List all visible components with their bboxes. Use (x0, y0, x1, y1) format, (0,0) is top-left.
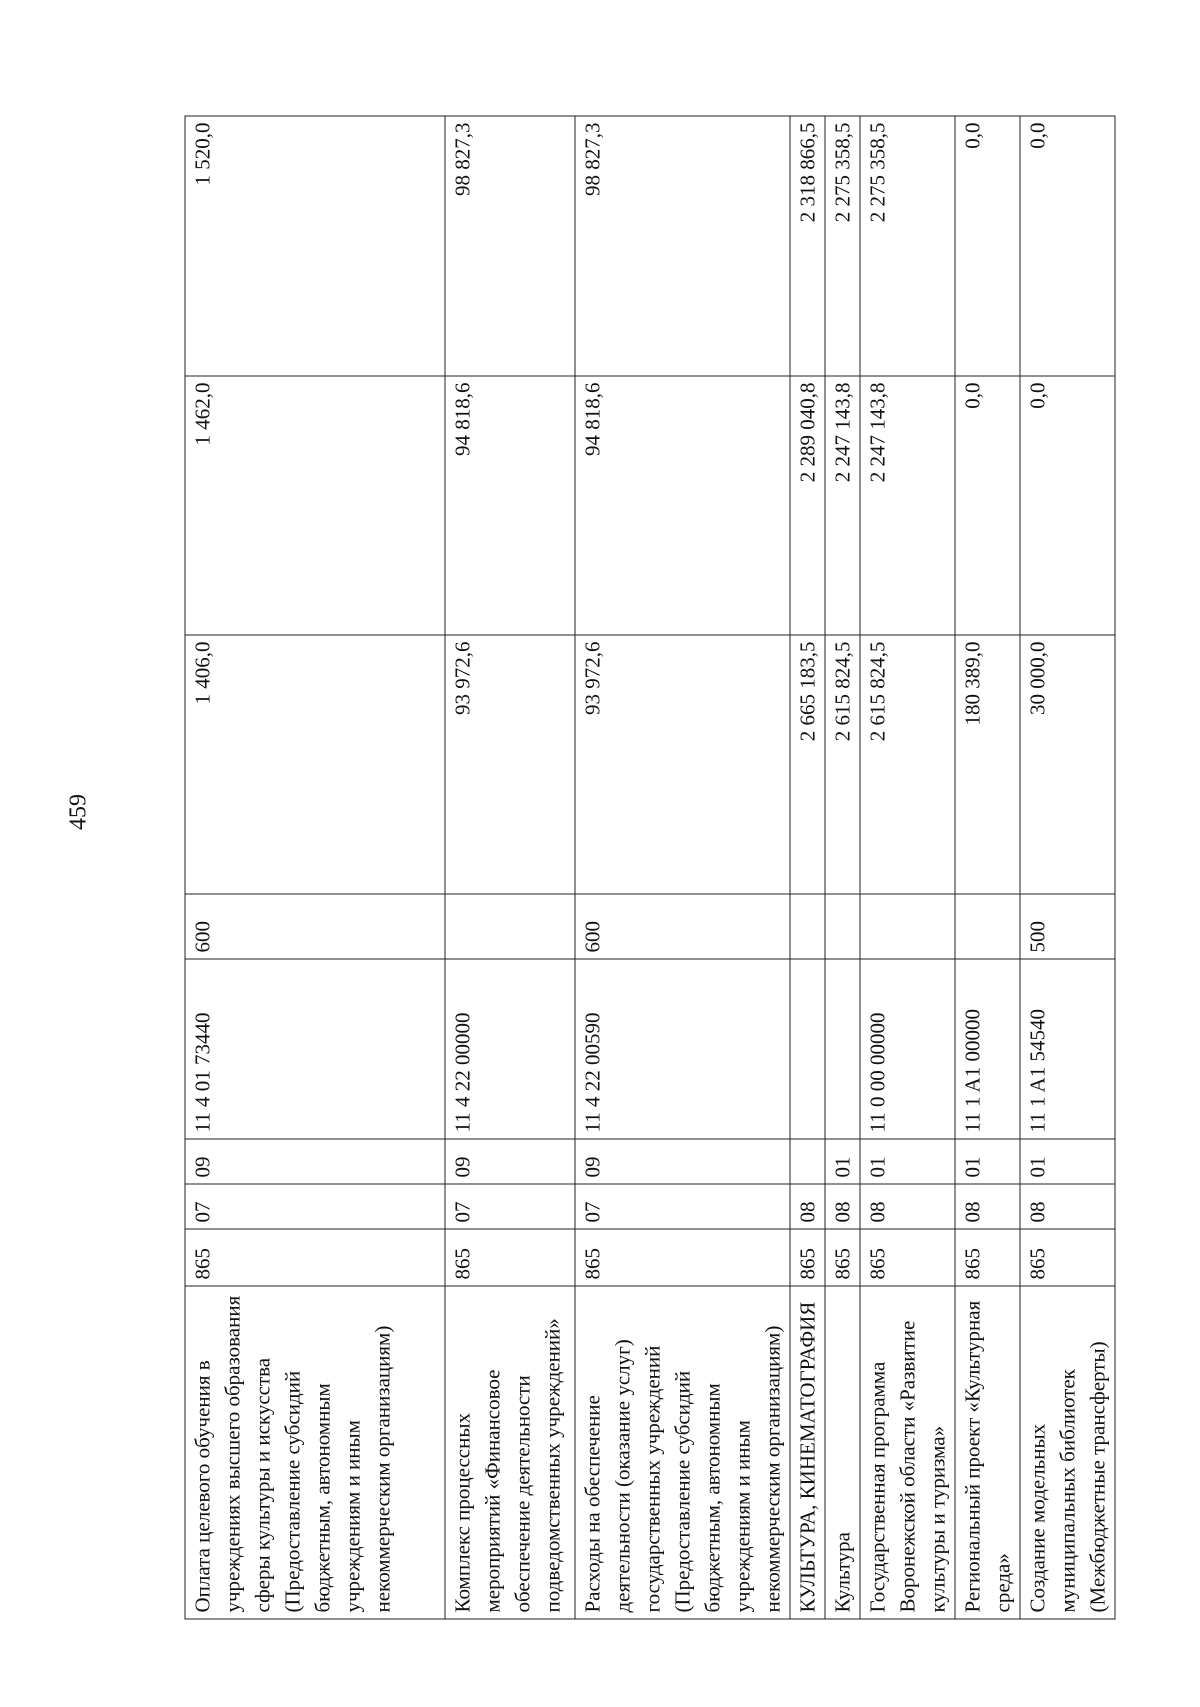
budget-table (185, 116, 1116, 1620)
section-code: 07 (575, 1184, 790, 1229)
row-name: Оплата целевого обучения в учреждениях высшего образования сферы культуры и искусства (Предоставление субсидий бюджетным, автономным учреждениям и иным некоммерческим организациям) (185, 1286, 445, 1619)
expense-type-code (860, 894, 955, 959)
amount-year-3: 98 827,3 (445, 116, 575, 376)
amount-year-3: 2 275 358,5 (825, 116, 860, 376)
subsection-code: 09 (575, 1139, 790, 1184)
table-row (860, 116, 955, 1619)
table-row (445, 116, 575, 1619)
table-row (575, 116, 790, 1619)
ministry-code: 865 (1020, 1229, 1115, 1286)
row-name: Государственная программа Воронежской области «Развитие культуры и туризма» (860, 1286, 955, 1619)
target-article-code: 11 4 01 73440 (185, 959, 445, 1139)
amount-year-1: 2 665 183,5 (790, 635, 825, 894)
amount-year-3: 1 520,0 (185, 116, 445, 376)
expense-type-code (825, 894, 860, 959)
subsection-code: 01 (955, 1139, 1020, 1184)
amount-year-3: 0,0 (955, 116, 1020, 376)
amount-year-2: 0,0 (1020, 376, 1115, 635)
ministry-code: 865 (790, 1229, 825, 1286)
target-article-code: 11 0 00 00000 (860, 959, 955, 1139)
section-code: 07 (445, 1184, 575, 1229)
expense-type-code (445, 894, 575, 959)
amount-year-2: 2 247 143,8 (860, 376, 955, 635)
expense-type-code (955, 894, 1020, 959)
amount-year-1: 93 972,6 (575, 635, 790, 894)
ministry-code: 865 (825, 1229, 860, 1286)
expense-type-code: 500 (1020, 894, 1115, 959)
target-article-code (825, 959, 860, 1139)
row-name: Создание модельных муниципальных библиотек (Межбюджетные трансферты) (1020, 1286, 1115, 1619)
expense-type-code: 600 (185, 894, 445, 959)
row-name: КУЛЬТУРА, КИНЕМАТОГРАФИЯ (790, 1286, 825, 1619)
row-name: Региональный проект «Культурная среда» (955, 1286, 1020, 1619)
section-code: 08 (955, 1184, 1020, 1229)
target-article-code: 11 1 A1 00000 (955, 959, 1020, 1139)
page-number: 459 (65, 794, 92, 830)
table-row (825, 116, 860, 1619)
ministry-code: 865 (445, 1229, 575, 1286)
amount-year-3: 2 275 358,5 (860, 116, 955, 376)
amount-year-1: 1 406,0 (185, 635, 445, 894)
section-code: 08 (790, 1184, 825, 1229)
subsection-code (790, 1139, 825, 1184)
budget-table-container (190, 101, 1110, 1613)
subsection-code: 01 (1020, 1139, 1115, 1184)
subsection-code: 01 (825, 1139, 860, 1184)
target-article-code: 11 4 22 00590 (575, 959, 790, 1139)
amount-year-2: 0,0 (955, 376, 1020, 635)
amount-year-2: 94 818,6 (445, 376, 575, 635)
amount-year-2: 1 462,0 (185, 376, 445, 635)
amount-year-1: 2 615 824,5 (825, 635, 860, 894)
amount-year-3: 0,0 (1020, 116, 1115, 376)
section-code: 08 (825, 1184, 860, 1229)
amount-year-2: 94 818,6 (575, 376, 790, 635)
amount-year-3: 2 318 866,5 (790, 116, 825, 376)
amount-year-1: 180 389,0 (955, 635, 1020, 894)
section-code: 07 (185, 1184, 445, 1229)
ministry-code: 865 (955, 1229, 1020, 1286)
expense-type-code: 600 (575, 894, 790, 959)
section-code: 08 (1020, 1184, 1115, 1229)
section-code: 08 (860, 1184, 955, 1229)
subsection-code: 09 (185, 1139, 445, 1184)
ministry-code: 865 (860, 1229, 955, 1286)
ministry-code: 865 (185, 1229, 445, 1286)
table-row (790, 116, 825, 1619)
table-row (185, 116, 445, 1619)
amount-year-1: 2 615 824,5 (860, 635, 955, 894)
table-row (1020, 116, 1115, 1619)
ministry-code: 865 (575, 1229, 790, 1286)
amount-year-2: 2 289 040,8 (790, 376, 825, 635)
row-name: Культура (825, 1286, 860, 1619)
subsection-code: 09 (445, 1139, 575, 1184)
amount-year-2: 2 247 143,8 (825, 376, 860, 635)
table-row (955, 116, 1020, 1619)
target-article-code: 11 4 22 00000 (445, 959, 575, 1139)
expense-type-code (790, 894, 825, 959)
amount-year-3: 98 827,3 (575, 116, 790, 376)
amount-year-1: 93 972,6 (445, 635, 575, 894)
target-article-code (790, 959, 825, 1139)
target-article-code: 11 1 A1 54540 (1020, 959, 1115, 1139)
subsection-code: 01 (860, 1139, 955, 1184)
row-name: Комплекс процессных мероприятий «Финансовое обеспечение деятельности подведомственных учреждений» (445, 1286, 575, 1619)
row-name: Расходы на обеспечение деятельности (оказание услуг) государственных учреждений (Предоставление субсидий бюджетным, автономным учреждениям и иным некоммерческим организациям) (575, 1286, 790, 1619)
amount-year-1: 30 000,0 (1020, 635, 1115, 894)
